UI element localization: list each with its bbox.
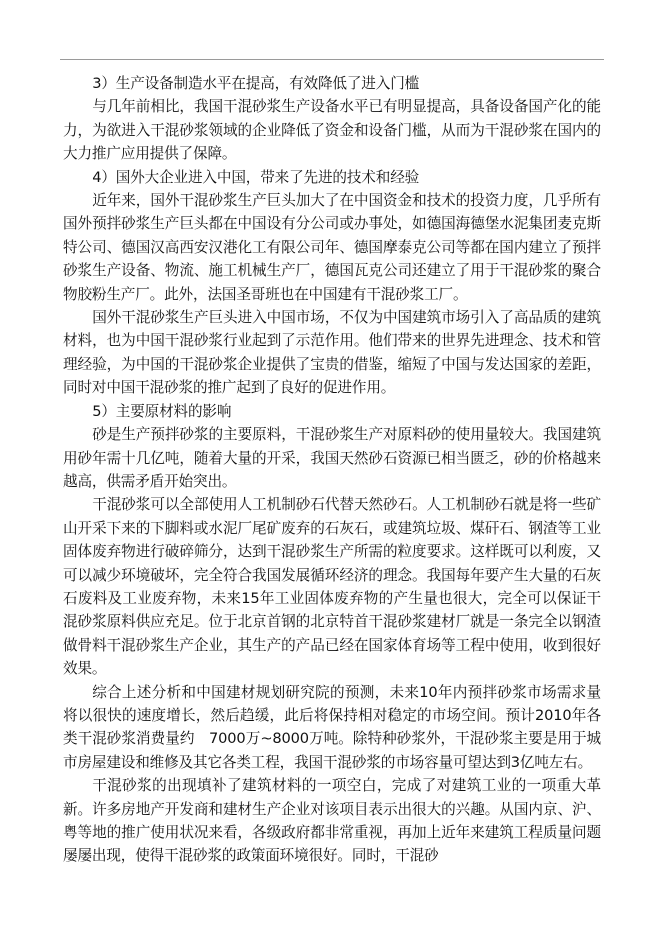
header-rule [60,59,604,60]
paragraph-equipment: 与几年前相比，我国干混砂浆生产设备水平已有明显提高，具备设备国产化的能力，为欲进入干混砂浆领域的企业降低了资金和设备门槛，从而为干混砂浆在国内的大力推广应用提供了保障。 [63,98,601,163]
paragraph-manufactured-sand: 干混砂浆可以全部使用人工机制砂石代替天然砂石。人工机制砂石就是将一些矿山开采下来的下脚料或水泥厂尾矿废弃的石灰石，或建筑垃圾、煤矸石、钢渣等工业固体废弃物进行破碎筛分，达到干混砂浆生产所需的粒度要求。这样既可以利废，又可以减少环境破坏，完全符合我国发展循环经济的理念。我国每年要产生大量的石灰石废料及工业废弃物，未来15年工业固体废弃物的产生量也很大，完全可以保证干混砂浆原料供应充足。位于北京首钢的北京特首干混砂浆建材厂就是一条完全以钢渣做骨料干混砂浆生产企业，其生产的产品已经在国家体育场等工程中使用，收到很好效果。 [63,496,601,678]
heading-equipment-level: 3）生产设备制造水平在提高，有效降低了进入门槛 [92,75,420,92]
document-body [63,72,601,868]
heading-raw-materials: 5）主要原材料的影响 [92,402,232,420]
paragraph-sand-supply: 砂是生产预拌砂浆的主要原料，干混砂浆生产对原料砂的使用量较大。我国建筑用砂年需十几亿吨，随着大量的开采，我国天然砂石资源已相当匮乏，砂的价格越来越高，供需矛盾开始突出。 [63,426,601,490]
paragraph-foreign-influence: 国外干混砂浆生产巨头进入中国市场，不仅为中国建筑市场引入了高品质的建筑材料，也为中国干混砂浆行业起到了示范作用。他们带来的世界先进理念、技术和管理经验，为中国的干混砂浆企业提供了宝贵的借鉴，缩短了中国与发达国家的差距，同时对中国干混砂浆的推广起到了良好的促进作用。 [63,309,601,397]
heading-foreign-enterprises: 4）国外大企业进入中国，带来了先进的技术和经验 [92,168,420,186]
paragraph-industry-innovation: 干混砂浆的出现填补了建筑材料的一项空白，完成了对建筑工业的一项重大革新。许多房地产开发商和建材生产企业对该项目表示出很大的兴趣。从国内京、沪、粤等地的推广使用状况来看，各级政府都非常重视，再加上近年来建筑工程质量问题屡屡出现，使得干混砂浆的政策面环境很好。同时，干混砂 [63,777,601,865]
paragraph-market-forecast: 综合上述分析和中国建材规划研究院的预测，未来10年内预拌砂浆市场需求量将以很快的速度增长，然后趋缓，此后将保持相对稳定的市场空间。预计2010年各类干混砂浆消费量约 7000万~8000万吨。除特种砂浆外，干混砂浆主要是用于城市房屋建设和维修及其它各类工程，我国干混砂浆的市场容量可望达到3亿吨左右。 [63,683,601,771]
paragraph-foreign-investment: 近年来，国外干混砂浆生产巨头加大了在中国资金和技术的投资力度，几乎所有国外预拌砂浆生产巨头都在中国设有分公司或办事处，如德国海德堡水泥集团麦克斯特公司、德国汉高西安汉港化工有限公司年、德国摩泰克公司等都在国内建立了预拌砂浆生产设备、物流、施工机械生产厂，德国瓦克公司还建立了用于干混砂浆的聚合物胶粉生产厂。此外，法国圣哥班也在中国建有干混砂浆工厂。 [63,192,601,303]
